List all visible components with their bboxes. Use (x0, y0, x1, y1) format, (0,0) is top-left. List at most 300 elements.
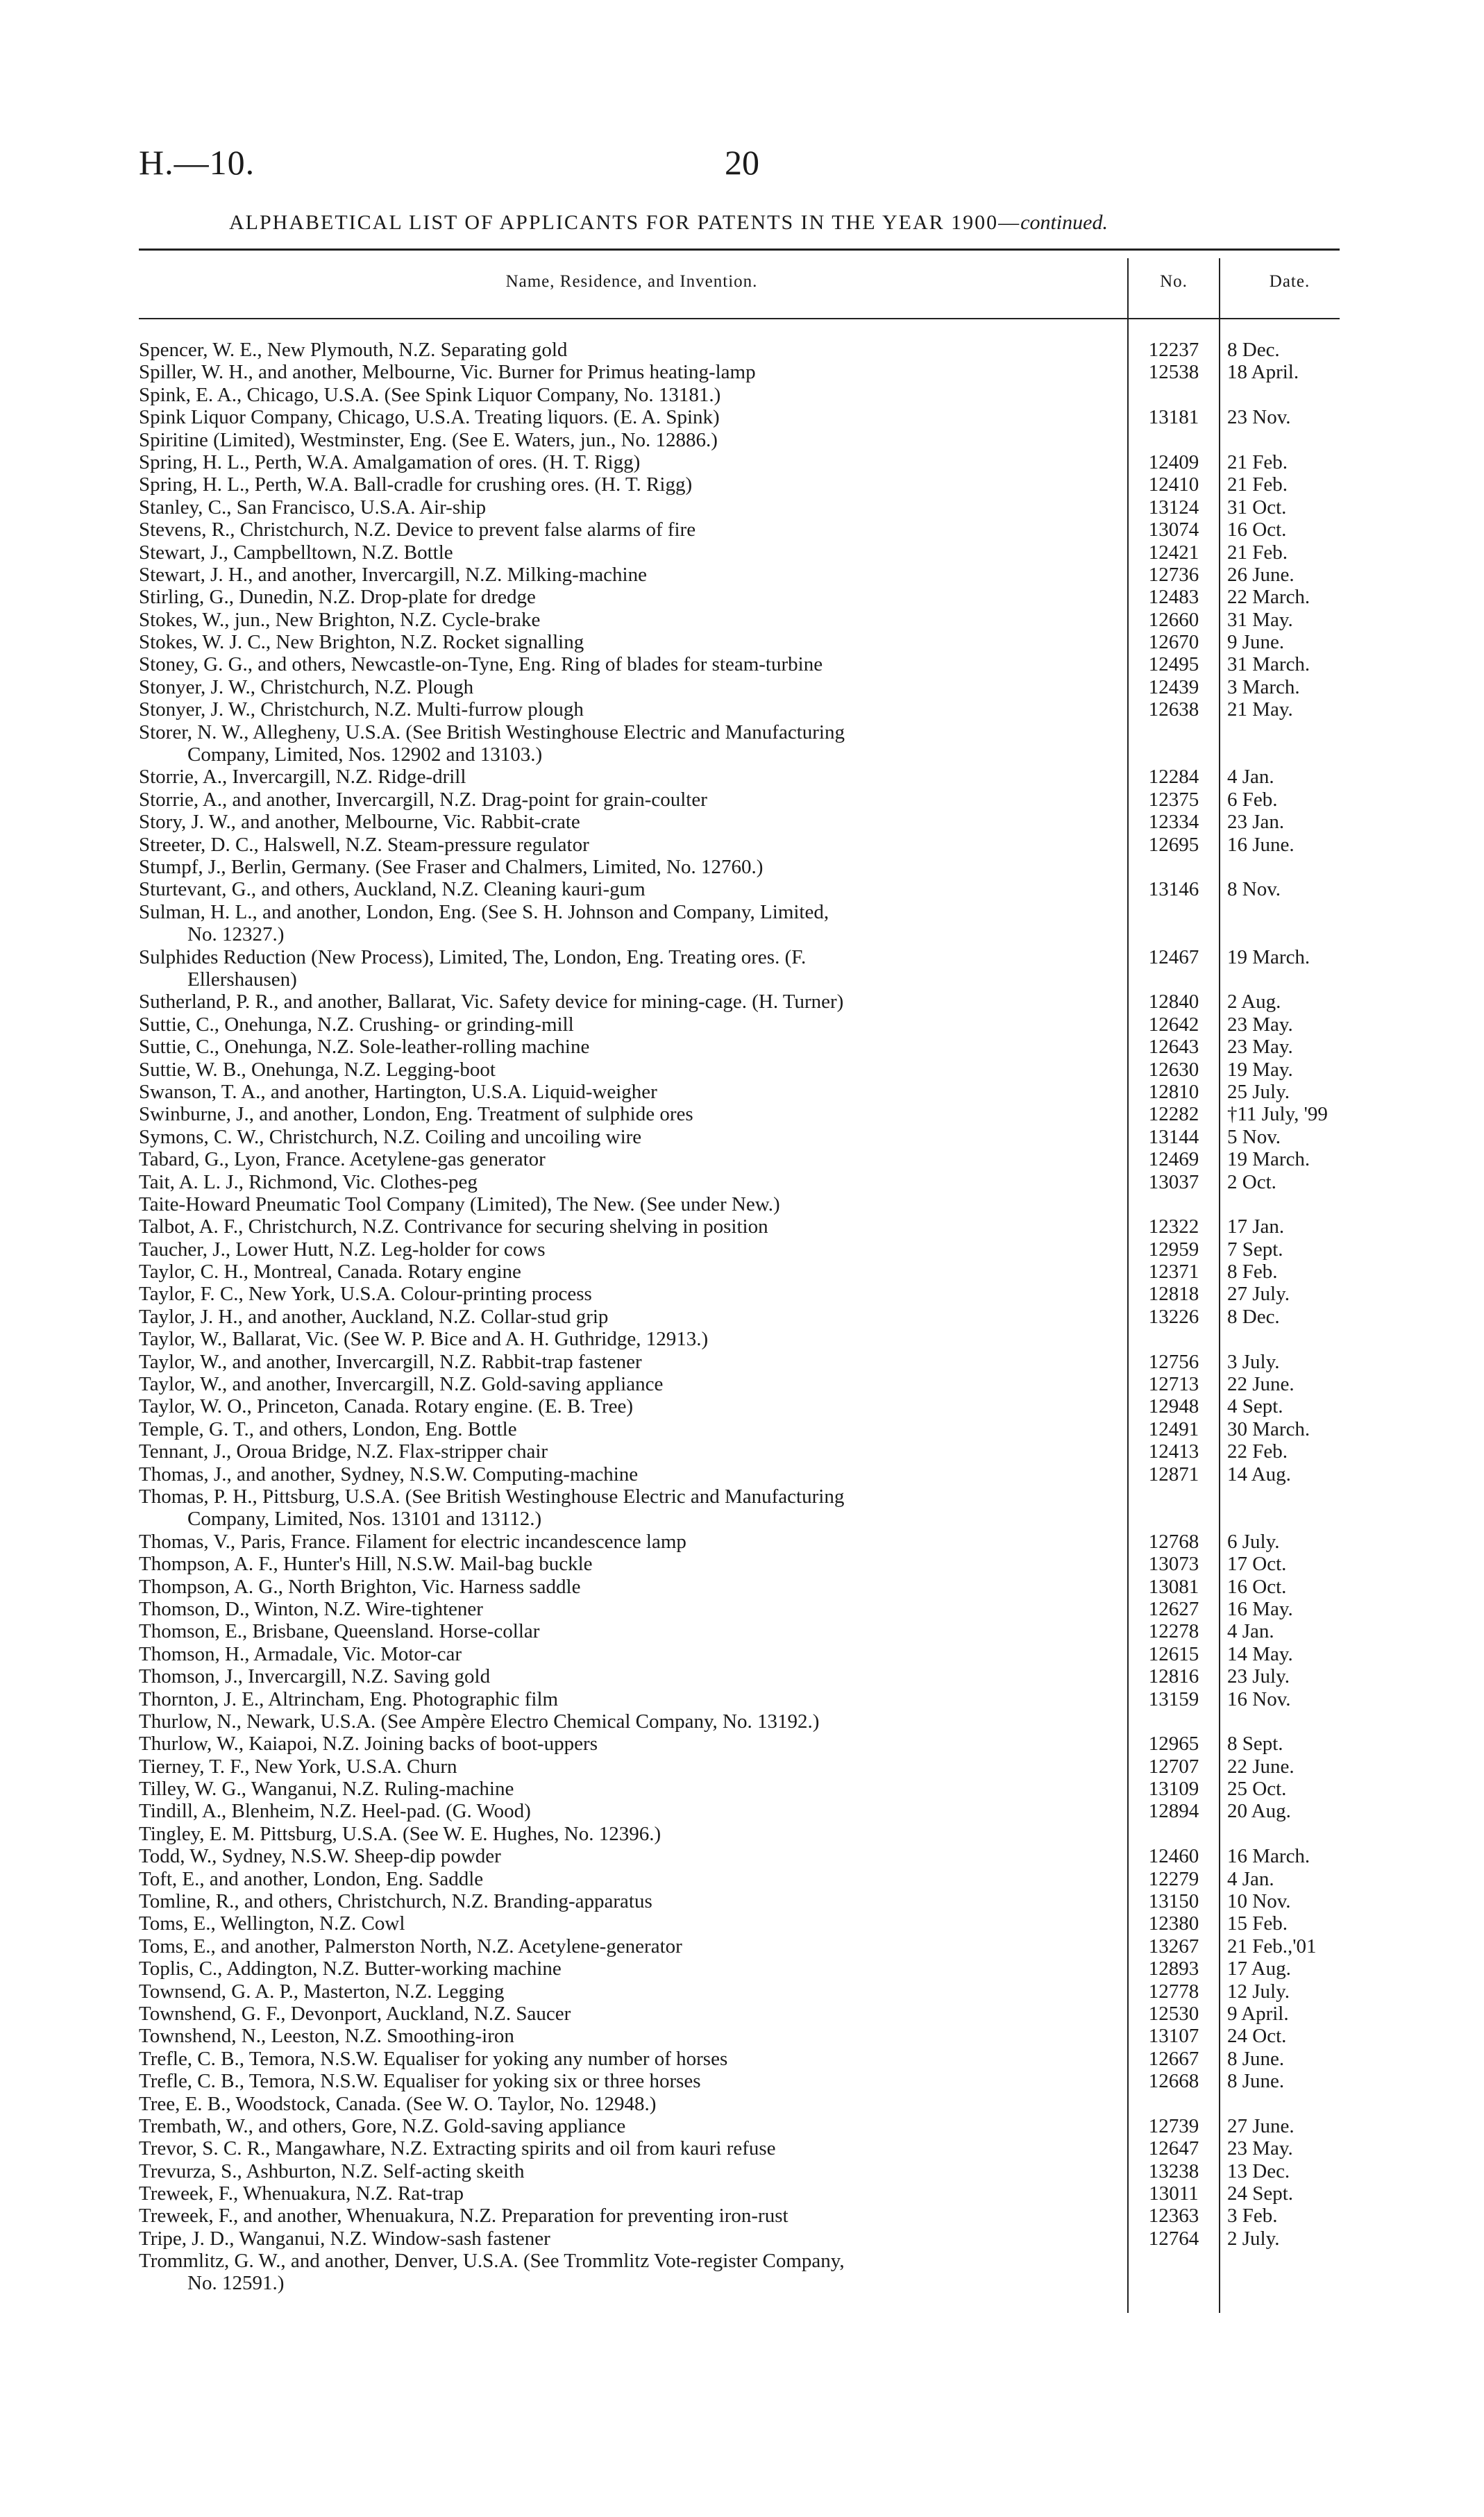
applicant-entry-text (139, 856, 763, 878)
application-date: 12 July. (1227, 1980, 1290, 2003)
applicant-entry-line: Tingley, E. M. Pittsburg, U.S.A. (See W. E. Hughes, No. 12396.) (139, 1822, 661, 1845)
applicant-entry-text (139, 676, 473, 698)
applicant-entry-text (139, 1013, 574, 1036)
list-item (0, 676, 1484, 698)
applicant-entry-line: Spring, H. L., Perth, W.A. Amalgamation of ores. (H. T. Rigg) (139, 451, 641, 473)
applicant-entry-line: Spencer, W. E., New Plymouth, N.Z. Separating gold (139, 339, 568, 361)
applicant-entry-text (139, 878, 646, 900)
application-date: 19 March. (1227, 1148, 1310, 1171)
applicant-entry-text (139, 1485, 844, 1530)
applicant-entry-line: Stirling, G., Dunedin, N.Z. Drop-plate for dredge (139, 586, 536, 609)
applicant-entry-text (139, 1215, 768, 1238)
applicant-entry-line: Taylor, C. H., Montreal, Canada. Rotary engine (139, 1261, 521, 1283)
applicant-entry-text (139, 519, 695, 541)
patent-number: 12739 (1148, 2114, 1199, 2137)
patent-number: 12421 (1148, 541, 1199, 564)
applicant-entry-line: Tabard, G., Lyon, France. Acetylene-gas generator (139, 1148, 546, 1171)
list-item (0, 1126, 1484, 1148)
applicant-entry-text (139, 1800, 531, 1822)
applicant-entry-line: Storrie, A., Invercargill, N.Z. Ridge-drill (139, 766, 466, 789)
applicant-entry-line: Tait, A. L. J., Richmond, Vic. Clothes-peg (139, 1170, 478, 1193)
list-item (0, 1868, 1484, 1890)
application-date: 2 Aug. (1227, 991, 1281, 1013)
applicant-entry-text (139, 1823, 661, 1845)
application-date: 4 Jan. (1227, 1620, 1274, 1643)
table-top-rule (139, 249, 1340, 251)
list-item (0, 2205, 1484, 2227)
applicant-entry-text (139, 2025, 514, 2047)
applicant-entry-line: Tilley, W. G., Wanganui, N.Z. Ruling-machine (139, 1778, 514, 1801)
list-item (0, 1598, 1484, 1620)
patent-number: 12467 (1148, 945, 1199, 968)
applicant-entry-text (139, 1126, 641, 1148)
list-title-main: ALPHABETICAL LIST OF APPLICANTS FOR PATENTS IN THE YEAR 1900— (229, 211, 1021, 234)
patent-number: 12670 (1148, 631, 1199, 654)
list-item (0, 1665, 1484, 1687)
patent-number: 12893 (1148, 1958, 1199, 1980)
applicant-entry-line: Sulphides Reduction (New Process), Limited, The, London, Eng. Treating ores. (F. (139, 945, 807, 968)
applicant-entry-line: Thompson, A. G., North Brighton, Vic. Harness saddle (139, 1575, 581, 1598)
patent-number: 12334 (1148, 811, 1199, 834)
applicant-entry-line: Tierney, T. F., New York, U.S.A. Churn (139, 1755, 457, 1778)
applicant-entry-line: Sulman, H. L., and another, London, Eng. (See S. H. Johnson and Company, Limited, (139, 900, 829, 923)
patent-number: 12279 (1148, 1867, 1199, 1890)
applicant-entry-text (139, 721, 845, 766)
list-item (0, 1103, 1484, 1125)
application-date: 17 Oct. (1227, 1553, 1287, 1576)
list-item (0, 609, 1484, 631)
applicant-entry-line: Thomas, V., Paris, France. Filament for electric incandescence lamp (139, 1530, 686, 1553)
list-item (0, 1013, 1484, 1036)
patent-number: 12627 (1148, 1597, 1199, 1620)
applicant-entry-text (139, 1958, 562, 1980)
applicant-entry-text (139, 609, 540, 631)
patent-number: 12380 (1148, 1912, 1199, 1935)
list-item (0, 1778, 1484, 1800)
applicant-entry-continuation: Ellershausen) (187, 968, 297, 991)
applicant-entry-text (139, 1193, 780, 1215)
applicant-entry-text (139, 1643, 462, 1665)
list-item (0, 1440, 1484, 1463)
patent-number: 12439 (1148, 675, 1199, 698)
applicant-entry-line: Story, J. W., and another, Melbourne, Vic. Rabbit-crate (139, 811, 580, 834)
patent-number: 12630 (1148, 1058, 1199, 1081)
application-date: 10 Nov. (1227, 1890, 1291, 1913)
patent-number: 13150 (1148, 1890, 1199, 1913)
applicant-entry-text (139, 2070, 701, 2092)
application-date: 16 Oct. (1227, 519, 1287, 541)
application-date: 7 Sept. (1227, 1238, 1283, 1261)
patent-number: 12871 (1148, 1463, 1199, 1485)
patent-number: 12660 (1148, 608, 1199, 631)
list-item (0, 1418, 1484, 1440)
list-item (0, 1733, 1484, 1755)
applicant-entry-line: Stonyer, J. W., Christchurch, N.Z. Plough (139, 675, 474, 698)
applicant-entry-line: Thomson, H., Armadale, Vic. Motor-car (139, 1642, 462, 1665)
applicant-entry-text (139, 473, 692, 496)
applicant-entry-line: Streeter, D. C., Halswell, N.Z. Steam-pressure regulator (139, 833, 589, 856)
list-item (0, 1351, 1484, 1373)
applicant-entry-line: Stumpf, J., Berlin, Germany. (See Fraser and Chalmers, Limited, No. 12760.) (139, 856, 764, 878)
applicant-entry-text (139, 451, 640, 473)
list-item (0, 1171, 1484, 1193)
applicant-entry-text (139, 1935, 682, 1958)
patent-number: 13226 (1148, 1305, 1199, 1328)
applicant-entry-text (139, 2093, 656, 2115)
patent-number: 12840 (1148, 991, 1199, 1013)
patent-number: 12638 (1148, 698, 1199, 721)
list-item (0, 1553, 1484, 1575)
patent-number: 12643 (1148, 1036, 1199, 1059)
applicant-entry-text (139, 541, 453, 564)
patent-number: 13146 (1148, 878, 1199, 901)
application-date: 14 May. (1227, 1642, 1293, 1665)
list-item (0, 1283, 1484, 1305)
list-item (0, 1328, 1484, 1350)
list-item (0, 1261, 1484, 1283)
patent-number: 12322 (1148, 1215, 1199, 1238)
application-date: 26 June. (1227, 563, 1295, 586)
applicant-entry-text (139, 2228, 550, 2250)
patent-number: 12818 (1148, 1283, 1199, 1306)
list-item (0, 564, 1484, 586)
applicant-entry-text (139, 834, 589, 856)
list-item (0, 586, 1484, 608)
applicant-entry-text (139, 361, 756, 383)
list-item (0, 2025, 1484, 2047)
list-item (0, 721, 1484, 766)
list-item (0, 2003, 1484, 2025)
list-item (0, 789, 1484, 811)
application-date: 22 Feb. (1227, 1440, 1288, 1463)
applicant-entry-line: Spink Liquor Company, Chicago, U.S.A. Treating liquors. (E. A. Spink) (139, 406, 720, 429)
applicant-entry-text (139, 991, 843, 1013)
application-date: 6 July. (1227, 1530, 1280, 1553)
applicant-entry-line: Tree, E. B., Woodstock, Canada. (See W. O. Taylor, No. 12948.) (139, 2092, 657, 2115)
patent-number: 13124 (1148, 496, 1199, 519)
list-item (0, 1395, 1484, 1417)
list-item (0, 811, 1484, 833)
application-date: 20 Aug. (1227, 1800, 1291, 1823)
applicant-entry-line: Thomson, D., Winton, N.Z. Wire-tightener (139, 1597, 483, 1620)
list-item (0, 1576, 1484, 1598)
page-number: 20 (725, 143, 759, 182)
list-item (0, 2228, 1484, 2250)
applicant-entry-line: Thomson, E., Brisbane, Queensland. Horse-collar (139, 1620, 540, 1643)
applicant-entry-text (139, 1912, 405, 1935)
applicant-entry-text (139, 2205, 789, 2227)
application-date: 8 Nov. (1227, 878, 1281, 901)
list-item (0, 856, 1484, 878)
applicant-entry-line: Suttie, C., Onehunga, N.Z. Sole-leather-rolling machine (139, 1036, 590, 1059)
application-date: 19 March. (1227, 945, 1310, 968)
applicant-entry-line: Swanson, T. A., and another, Hartington, U.S.A. Liquid-weigher (139, 1080, 657, 1103)
list-item (0, 1710, 1484, 1733)
patent-number: 12647 (1148, 2137, 1199, 2160)
patent-number: 12363 (1148, 2205, 1199, 2228)
applicant-entry-continuation: Company, Limited, Nos. 12902 and 13103.) (187, 743, 543, 766)
page-reference: H.—10. (139, 143, 255, 182)
applicant-entry-text (139, 1171, 478, 1193)
patent-number: 12948 (1148, 1395, 1199, 1418)
patent-number: 13238 (1148, 2160, 1199, 2182)
application-date: 23 July. (1227, 1665, 1290, 1688)
applicant-entry-text (139, 1553, 593, 1575)
list-item (0, 1306, 1484, 1328)
applicant-entry-line: Toms, E., Wellington, N.Z. Cowl (139, 1912, 405, 1935)
application-date: 8 Dec. (1227, 339, 1280, 361)
application-date: 3 March. (1227, 675, 1300, 698)
applicant-entry-line: Tennant, J., Oroua Bridge, N.Z. Flax-stripper chair (139, 1440, 548, 1463)
list-item (0, 2115, 1484, 2137)
list-item (0, 2160, 1484, 2182)
application-date: 31 Oct. (1227, 496, 1287, 519)
applicant-entry-line: Stokes, W. J. C., New Brighton, N.Z. Rocket signalling (139, 631, 584, 654)
list-item (0, 1081, 1484, 1103)
applicant-entry-line: Trefle, C. B., Temora, N.S.W. Equaliser for yoking six or three horses (139, 2070, 701, 2093)
patent-number: 12460 (1148, 1845, 1199, 1868)
applicant-entry-text (139, 1261, 521, 1283)
application-date: 24 Oct. (1227, 2025, 1287, 2048)
list-item (0, 631, 1484, 653)
applicant-entry-line: Trevurza, S., Ashburton, N.Z. Self-acting skeith (139, 2160, 525, 2182)
applicant-entry-text (139, 564, 647, 586)
list-item (0, 1238, 1484, 1261)
patent-number: 12409 (1148, 451, 1199, 473)
list-item (0, 1193, 1484, 1215)
applicant-entry-line: Taylor, F. C., New York, U.S.A. Colour-printing process (139, 1283, 592, 1306)
application-date: 3 July. (1227, 1350, 1280, 1373)
applicant-entry-line: Stonyer, J. W., Christchurch, N.Z. Multi-furrow plough (139, 698, 584, 721)
applicant-entry-line: Sturtevant, G., and others, Auckland, N.Z. Cleaning kauri-gum (139, 878, 646, 901)
list-item (0, 2070, 1484, 2092)
applicant-entry-text (139, 631, 584, 653)
list-item (0, 2137, 1484, 2160)
applicant-entry-continuation: Company, Limited, Nos. 13101 and 13112.) (187, 1507, 542, 1530)
applicant-entry-line: Suttie, C., Onehunga, N.Z. Crushing- or grinding-mill (139, 1013, 574, 1036)
applicant-entry-text (139, 2250, 845, 2294)
list-item (0, 1756, 1484, 1778)
application-date: 21 Feb. (1227, 473, 1288, 496)
application-date: 31 May. (1227, 608, 1293, 631)
list-item (0, 384, 1484, 406)
application-date: 21 Feb.,'01 (1227, 1935, 1317, 1958)
applicant-entry-text (139, 2003, 571, 2025)
applicant-entry-line: Thomson, J., Invercargill, N.Z. Saving gold (139, 1665, 491, 1688)
application-date: 2 July. (1227, 2227, 1280, 2250)
patent-number: 13159 (1148, 1687, 1199, 1710)
patent-number: 12615 (1148, 1642, 1199, 1665)
patent-number: 13267 (1148, 1935, 1199, 1958)
applicant-entry-text (139, 339, 567, 361)
applicant-entry-line: Toms, E., and another, Palmerston North, N.Z. Acetylene-generator (139, 1935, 682, 1958)
application-date: 16 Oct. (1227, 1575, 1287, 1598)
applicant-entry-line: Stanley, C., San Francisco, U.S.A. Air-ship (139, 496, 487, 519)
patent-number: 12810 (1148, 1080, 1199, 1103)
list-item (0, 2250, 1484, 2295)
applicant-entry-line: Trefle, C. B., Temora, N.S.W. Equaliser for yoking any number of horses (139, 2047, 728, 2070)
applicant-entry-text (139, 384, 720, 406)
applicant-entry-line: Taylor, W., and another, Invercargill, N.Z. Rabbit-trap fastener (139, 1350, 642, 1373)
patent-number: 12695 (1148, 833, 1199, 856)
applicant-entry-line: Stevens, R., Christchurch, N.Z. Device to prevent false alarms of fire (139, 519, 696, 541)
patent-number: 12284 (1148, 766, 1199, 789)
list-item (0, 429, 1484, 451)
applicant-entry-text (139, 1980, 504, 2003)
patent-number: 12894 (1148, 1800, 1199, 1823)
patent-number: 12538 (1148, 361, 1199, 384)
applicant-entry-line: Storrie, A., and another, Invercargill, N.Z. Drag-point for grain-coulter (139, 788, 707, 811)
patent-number: 13109 (1148, 1778, 1199, 1801)
list-item (0, 496, 1484, 519)
list-item (0, 1643, 1484, 1665)
applicant-entry-text (139, 698, 584, 721)
list-item (0, 653, 1484, 675)
list-title (229, 211, 1270, 235)
applicant-entry-line: Taucher, J., Lower Hutt, N.Z. Leg-holder for cows (139, 1238, 546, 1261)
list-item (0, 1688, 1484, 1710)
applicant-entry-text (139, 1351, 642, 1373)
applicant-entry-line: Thurlow, N., Newark, U.S.A. (See Ampère Electro Chemical Company, No. 13192.) (139, 1710, 820, 1733)
applicant-entry-line: Toplis, C., Addington, N.Z. Butter-working machine (139, 1958, 562, 1980)
applicant-entry-line: Sutherland, P. R., and another, Ballarat, Vic. Safety device for mining-cage. (H. Turner) (139, 991, 844, 1013)
patent-number: 12469 (1148, 1148, 1199, 1171)
patent-number: 13144 (1148, 1125, 1199, 1148)
application-date: 17 Jan. (1227, 1215, 1285, 1238)
list-item (0, 1215, 1484, 1238)
application-date: 8 June. (1227, 2047, 1285, 2070)
applicant-entry-line: Thornton, J. E., Altrincham, Eng. Photographic film (139, 1687, 559, 1710)
list-item (0, 1036, 1484, 1058)
applicant-entry-line: Thompson, A. F., Hunter's Hill, N.S.W. Mail-bag buckle (139, 1553, 593, 1576)
applicant-entry-text (139, 1733, 598, 1755)
application-date: 22 March. (1227, 586, 1310, 609)
application-date: 27 July. (1227, 1283, 1290, 1306)
applicant-entry-line: Trevor, S. C. R., Mangawhare, N.Z. Extracting spirits and oil from kauri refuse (139, 2137, 776, 2160)
patent-number: 12410 (1148, 473, 1199, 496)
applicant-entry-text (139, 2048, 727, 2070)
patent-number: 12668 (1148, 2070, 1199, 2093)
applicant-entry-text (139, 1373, 663, 1395)
list-item (0, 1912, 1484, 1935)
patent-number: 13081 (1148, 1575, 1199, 1598)
patent-number: 12768 (1148, 1530, 1199, 1553)
applicant-entry-line: Stoney, G. G., and others, Newcastle-on-Tyne, Eng. Ring of blades for steam-turbine (139, 653, 823, 676)
application-date: 14 Aug. (1227, 1463, 1291, 1485)
patent-number: 12282 (1148, 1103, 1199, 1126)
application-date: 30 March. (1227, 1417, 1310, 1440)
applicant-entry-text (139, 1103, 693, 1125)
applicant-entry-line: Trommlitz, G. W., and another, Denver, U.S.A. (See Trommlitz Vote-register Company, (139, 2250, 845, 2273)
list-item (0, 541, 1484, 564)
applicant-entry-text (139, 766, 466, 788)
header-bottom-rule (139, 318, 1340, 319)
applicant-entry-line: Taite-Howard Pneumatic Tool Company (Limited), The New. (See under New.) (139, 1193, 780, 1215)
list-item (0, 2048, 1484, 2070)
application-date: 4 Sept. (1227, 1395, 1283, 1418)
applicant-entry-line: Stewart, J., Campbelltown, N.Z. Bottle (139, 541, 453, 564)
list-title-continued: continued. (1020, 211, 1108, 234)
applicant-entry-line: Spink, E. A., Chicago, U.S.A. (See Spink Liquor Company, No. 13181.) (139, 383, 721, 406)
application-date: 2 Oct. (1227, 1170, 1276, 1193)
list-item (0, 1845, 1484, 1867)
list-item (0, 1620, 1484, 1642)
list-item (0, 361, 1484, 383)
applicant-entry-text (139, 1778, 514, 1800)
patent-number: 12713 (1148, 1373, 1199, 1396)
patent-number: 13074 (1148, 519, 1199, 541)
applicant-entry-text (139, 1059, 496, 1081)
applicant-entry-text (139, 406, 720, 428)
applicant-entry-text (139, 1418, 517, 1440)
applicant-entry-line: Stewart, J. H., and another, Invercargill, N.Z. Milking-machine (139, 563, 647, 586)
application-date: 24 Sept. (1227, 2182, 1294, 2205)
applicant-entry-text (139, 1306, 608, 1328)
patent-number: 12959 (1148, 1238, 1199, 1261)
patent-number: 12816 (1148, 1665, 1199, 1688)
applicant-entry-line: Spiritine (Limited), Westminster, Eng. (See E. Waters, jun., No. 12886.) (139, 428, 718, 451)
applicant-entry-text (139, 1576, 580, 1598)
application-date: 9 June. (1227, 631, 1285, 654)
application-date: 25 Oct. (1227, 1778, 1287, 1801)
patent-number: 12756 (1148, 1350, 1199, 1373)
applicant-entry-line: Swinburne, J., and another, London, Eng. Treatment of sulphide ores (139, 1103, 693, 1126)
applicant-entry-line: Spiller, W. H., and another, Melbourne, Vic. Burner for Primus heating-lamp (139, 361, 756, 384)
list-item (0, 878, 1484, 900)
application-date: 8 Feb. (1227, 1261, 1278, 1283)
applicant-entry-text (139, 1440, 548, 1463)
applicant-entry-line: Symons, C. W., Christchurch, N.Z. Coiling and uncoiling wire (139, 1125, 642, 1148)
applicant-entry-text (139, 1328, 708, 1350)
applicant-entry-line: Townshend, N., Leeston, N.Z. Smoothing-iron (139, 2025, 514, 2048)
list-item (0, 451, 1484, 473)
applicant-entry-text (139, 946, 806, 991)
application-date: †11 July, '99 (1227, 1103, 1328, 1126)
list-item (0, 1935, 1484, 1958)
applicant-entry-line: Stokes, W., jun., New Brighton, N.Z. Cycle-brake (139, 608, 541, 631)
patent-number: 12375 (1148, 788, 1199, 811)
application-date: 21 May. (1227, 698, 1293, 721)
applicant-entry-text (139, 1283, 592, 1305)
application-date: 3 Feb. (1227, 2205, 1278, 2228)
applicant-entry-text (139, 2182, 464, 2205)
list-item (0, 1059, 1484, 1081)
applicant-entry-text (139, 1665, 490, 1687)
list-item (0, 766, 1484, 788)
list-item (0, 1823, 1484, 1845)
application-date: 13 Dec. (1227, 2160, 1290, 2182)
applicant-entry-line: Taylor, W. O., Princeton, Canada. Rotary engine. (E. B. Tree) (139, 1395, 634, 1418)
list-item (0, 339, 1484, 361)
patent-number: 13107 (1148, 2025, 1199, 2048)
applicant-entry-text (139, 1598, 483, 1620)
applicant-entry-line: Townsend, G. A. P., Masterton, N.Z. Legging (139, 1980, 505, 2003)
list-item (0, 1980, 1484, 2003)
list-item (0, 2182, 1484, 2205)
applicant-entry-text (139, 1890, 652, 1912)
applicant-entry-continuation: No. 12591.) (187, 2272, 285, 2295)
application-date: 23 May. (1227, 1036, 1293, 1059)
patent-number: 12965 (1148, 1733, 1199, 1756)
list-item (0, 1463, 1484, 1485)
application-date: 21 Feb. (1227, 541, 1288, 564)
applicant-entry-line: Tindill, A., Blenheim, N.Z. Heel-pad. (G. Wood) (139, 1800, 531, 1823)
patent-number: 12237 (1148, 339, 1199, 361)
application-date: 6 Feb. (1227, 788, 1278, 811)
applicant-entry-text (139, 1710, 819, 1733)
applicant-entry-line: Taylor, W., and another, Invercargill, N.Z. Gold-saving appliance (139, 1373, 664, 1396)
applicant-entry-text (139, 901, 829, 945)
